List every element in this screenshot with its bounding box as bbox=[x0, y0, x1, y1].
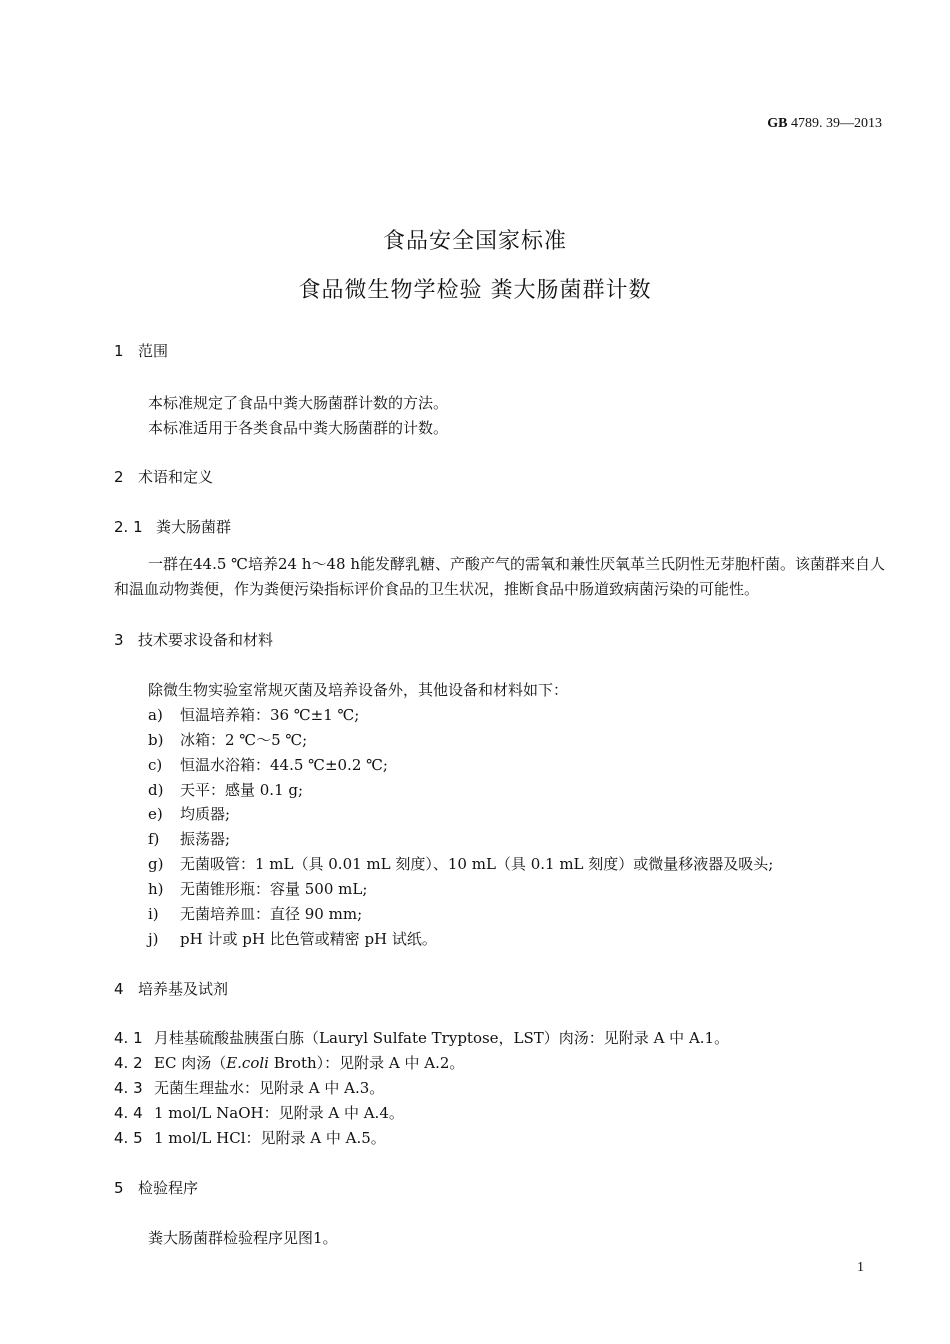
reagent-text-post: Broth）：见附录 A 中 A.2。 bbox=[268, 1054, 465, 1072]
subsection-title: 粪大肠菌群 bbox=[156, 518, 232, 536]
section-1-heading bbox=[114, 340, 168, 361]
list-label: b) bbox=[148, 731, 164, 749]
list-text: 天平：感量 0.1 g; bbox=[180, 781, 304, 799]
reagent-text-pre: EC 肉汤（ bbox=[154, 1054, 227, 1072]
list-label: f) bbox=[148, 830, 160, 848]
section-3-heading bbox=[114, 629, 273, 650]
list-label: j) bbox=[148, 930, 159, 948]
list-text: 恒温培养箱：36 ℃±1 ℃; bbox=[180, 706, 360, 724]
equipment-list-item bbox=[148, 754, 388, 775]
list-text: pH 计或 pH 比色管或精密 pH 试纸。 bbox=[180, 930, 437, 948]
reagent-number: 4. 3 bbox=[114, 1079, 143, 1097]
list-text: 振荡器; bbox=[180, 830, 231, 848]
definition-paragraph: 一群在44.5 ℃培养24 h～48 h能发酵乳糖、产酸产气的需氧和兼性厌氧革兰氏阴性无芽胞杆菌。该菌群来自人和温血动物粪便，作为粪便污染指标评价食品的卫生状况，推断食品中肠道致病菌污染的可能性。 bbox=[114, 555, 885, 598]
section-title: 术语和定义 bbox=[138, 468, 214, 486]
section-2-heading bbox=[114, 466, 213, 487]
list-text: 冰箱：2 ℃～5 ℃; bbox=[180, 731, 308, 749]
section-2-1-heading bbox=[114, 516, 231, 537]
section-title: 技术要求设备和材料 bbox=[138, 631, 274, 649]
section-3-intro: 除微生物实验室常规灭菌及培养设备外，其他设备和材料如下： bbox=[148, 681, 569, 699]
section-1-para-1: 本标准规定了食品中粪大肠菌群计数的方法。 bbox=[148, 394, 449, 412]
list-label: c) bbox=[148, 756, 163, 774]
document-subtitle: 食品微生物学检验 粪大肠菌群计数 bbox=[298, 278, 652, 303]
list-label: d) bbox=[148, 781, 164, 799]
reagent-number: 4. 2 bbox=[114, 1054, 143, 1072]
list-text: 无菌吸管：1 mL（具 0.01 mL 刻度）、10 mL（具 0.1 mL 刻度）或微量移液器及吸头; bbox=[180, 855, 774, 873]
list-label: g) bbox=[148, 855, 164, 873]
reagent-number: 4. 4 bbox=[114, 1104, 143, 1122]
section-title: 范围 bbox=[138, 342, 169, 360]
section-number: 1 bbox=[114, 342, 124, 360]
reagent-number: 4. 1 bbox=[114, 1029, 143, 1047]
reagent-item bbox=[114, 1052, 464, 1073]
section-number: 2 bbox=[114, 468, 124, 486]
equipment-list-item bbox=[148, 878, 367, 899]
list-text: 均质器; bbox=[180, 805, 231, 823]
list-text: 无菌锥形瓶：容量 500 mL; bbox=[180, 880, 368, 898]
section-4-heading bbox=[114, 978, 228, 999]
list-label: i) bbox=[148, 905, 159, 923]
standard-code-prefix: GB bbox=[767, 116, 788, 131]
list-label: h) bbox=[148, 880, 164, 898]
reagent-item bbox=[114, 1027, 729, 1048]
section-1-para-2: 本标准适用于各类食品中粪大肠菌群的计数。 bbox=[148, 419, 449, 437]
equipment-list-item bbox=[148, 903, 362, 924]
section-number: 5 bbox=[114, 1179, 124, 1197]
section-title: 检验程序 bbox=[138, 1179, 199, 1197]
section-title: 培养基及试剂 bbox=[138, 980, 229, 998]
equipment-list-item bbox=[148, 853, 773, 874]
reagent-text: 月桂基硫酸盐胰蛋白胨（Lauryl Sulfate Tryptose，LST）肉汤：见附录 A 中 A.1。 bbox=[154, 1029, 730, 1047]
equipment-list-item bbox=[148, 729, 307, 750]
reagent-text: 1 mol/L NaOH：见附录 A 中 A.4。 bbox=[154, 1104, 404, 1122]
standard-code bbox=[767, 116, 882, 132]
reagent-text: 1 mol/L HCl：见附录 A 中 A.5。 bbox=[154, 1129, 386, 1147]
section-5-para: 粪大肠菌群检验程序见图1。 bbox=[148, 1229, 338, 1247]
equipment-list-item bbox=[148, 803, 230, 824]
reagent-text-italic: E.coli bbox=[226, 1054, 269, 1072]
equipment-list-item bbox=[148, 779, 303, 800]
list-label: a) bbox=[148, 706, 163, 724]
equipment-list-item bbox=[148, 828, 230, 849]
section-number: 3 bbox=[114, 631, 124, 649]
page-number: 1 bbox=[857, 1260, 864, 1275]
reagent-text: 无菌生理盐水：见附录 A 中 A.3。 bbox=[154, 1079, 385, 1097]
section-5-heading bbox=[114, 1177, 198, 1198]
reagent-number: 4. 5 bbox=[114, 1129, 143, 1147]
document-title: 食品安全国家标准 bbox=[382, 229, 567, 254]
reagent-item bbox=[114, 1077, 384, 1098]
subsection-number: 2. 1 bbox=[114, 518, 143, 536]
reagent-item bbox=[114, 1127, 386, 1148]
reagent-item bbox=[114, 1102, 404, 1123]
equipment-list-item bbox=[148, 704, 359, 725]
section-number: 4 bbox=[114, 980, 124, 998]
list-label: e) bbox=[148, 805, 163, 823]
standard-code-number: 4789. 39—2013 bbox=[787, 116, 882, 131]
equipment-list-item bbox=[148, 928, 437, 949]
list-text: 无菌培养皿：直径 90 mm; bbox=[180, 905, 363, 923]
list-text: 恒温水浴箱：44.5 ℃±0.2 ℃; bbox=[180, 756, 388, 774]
